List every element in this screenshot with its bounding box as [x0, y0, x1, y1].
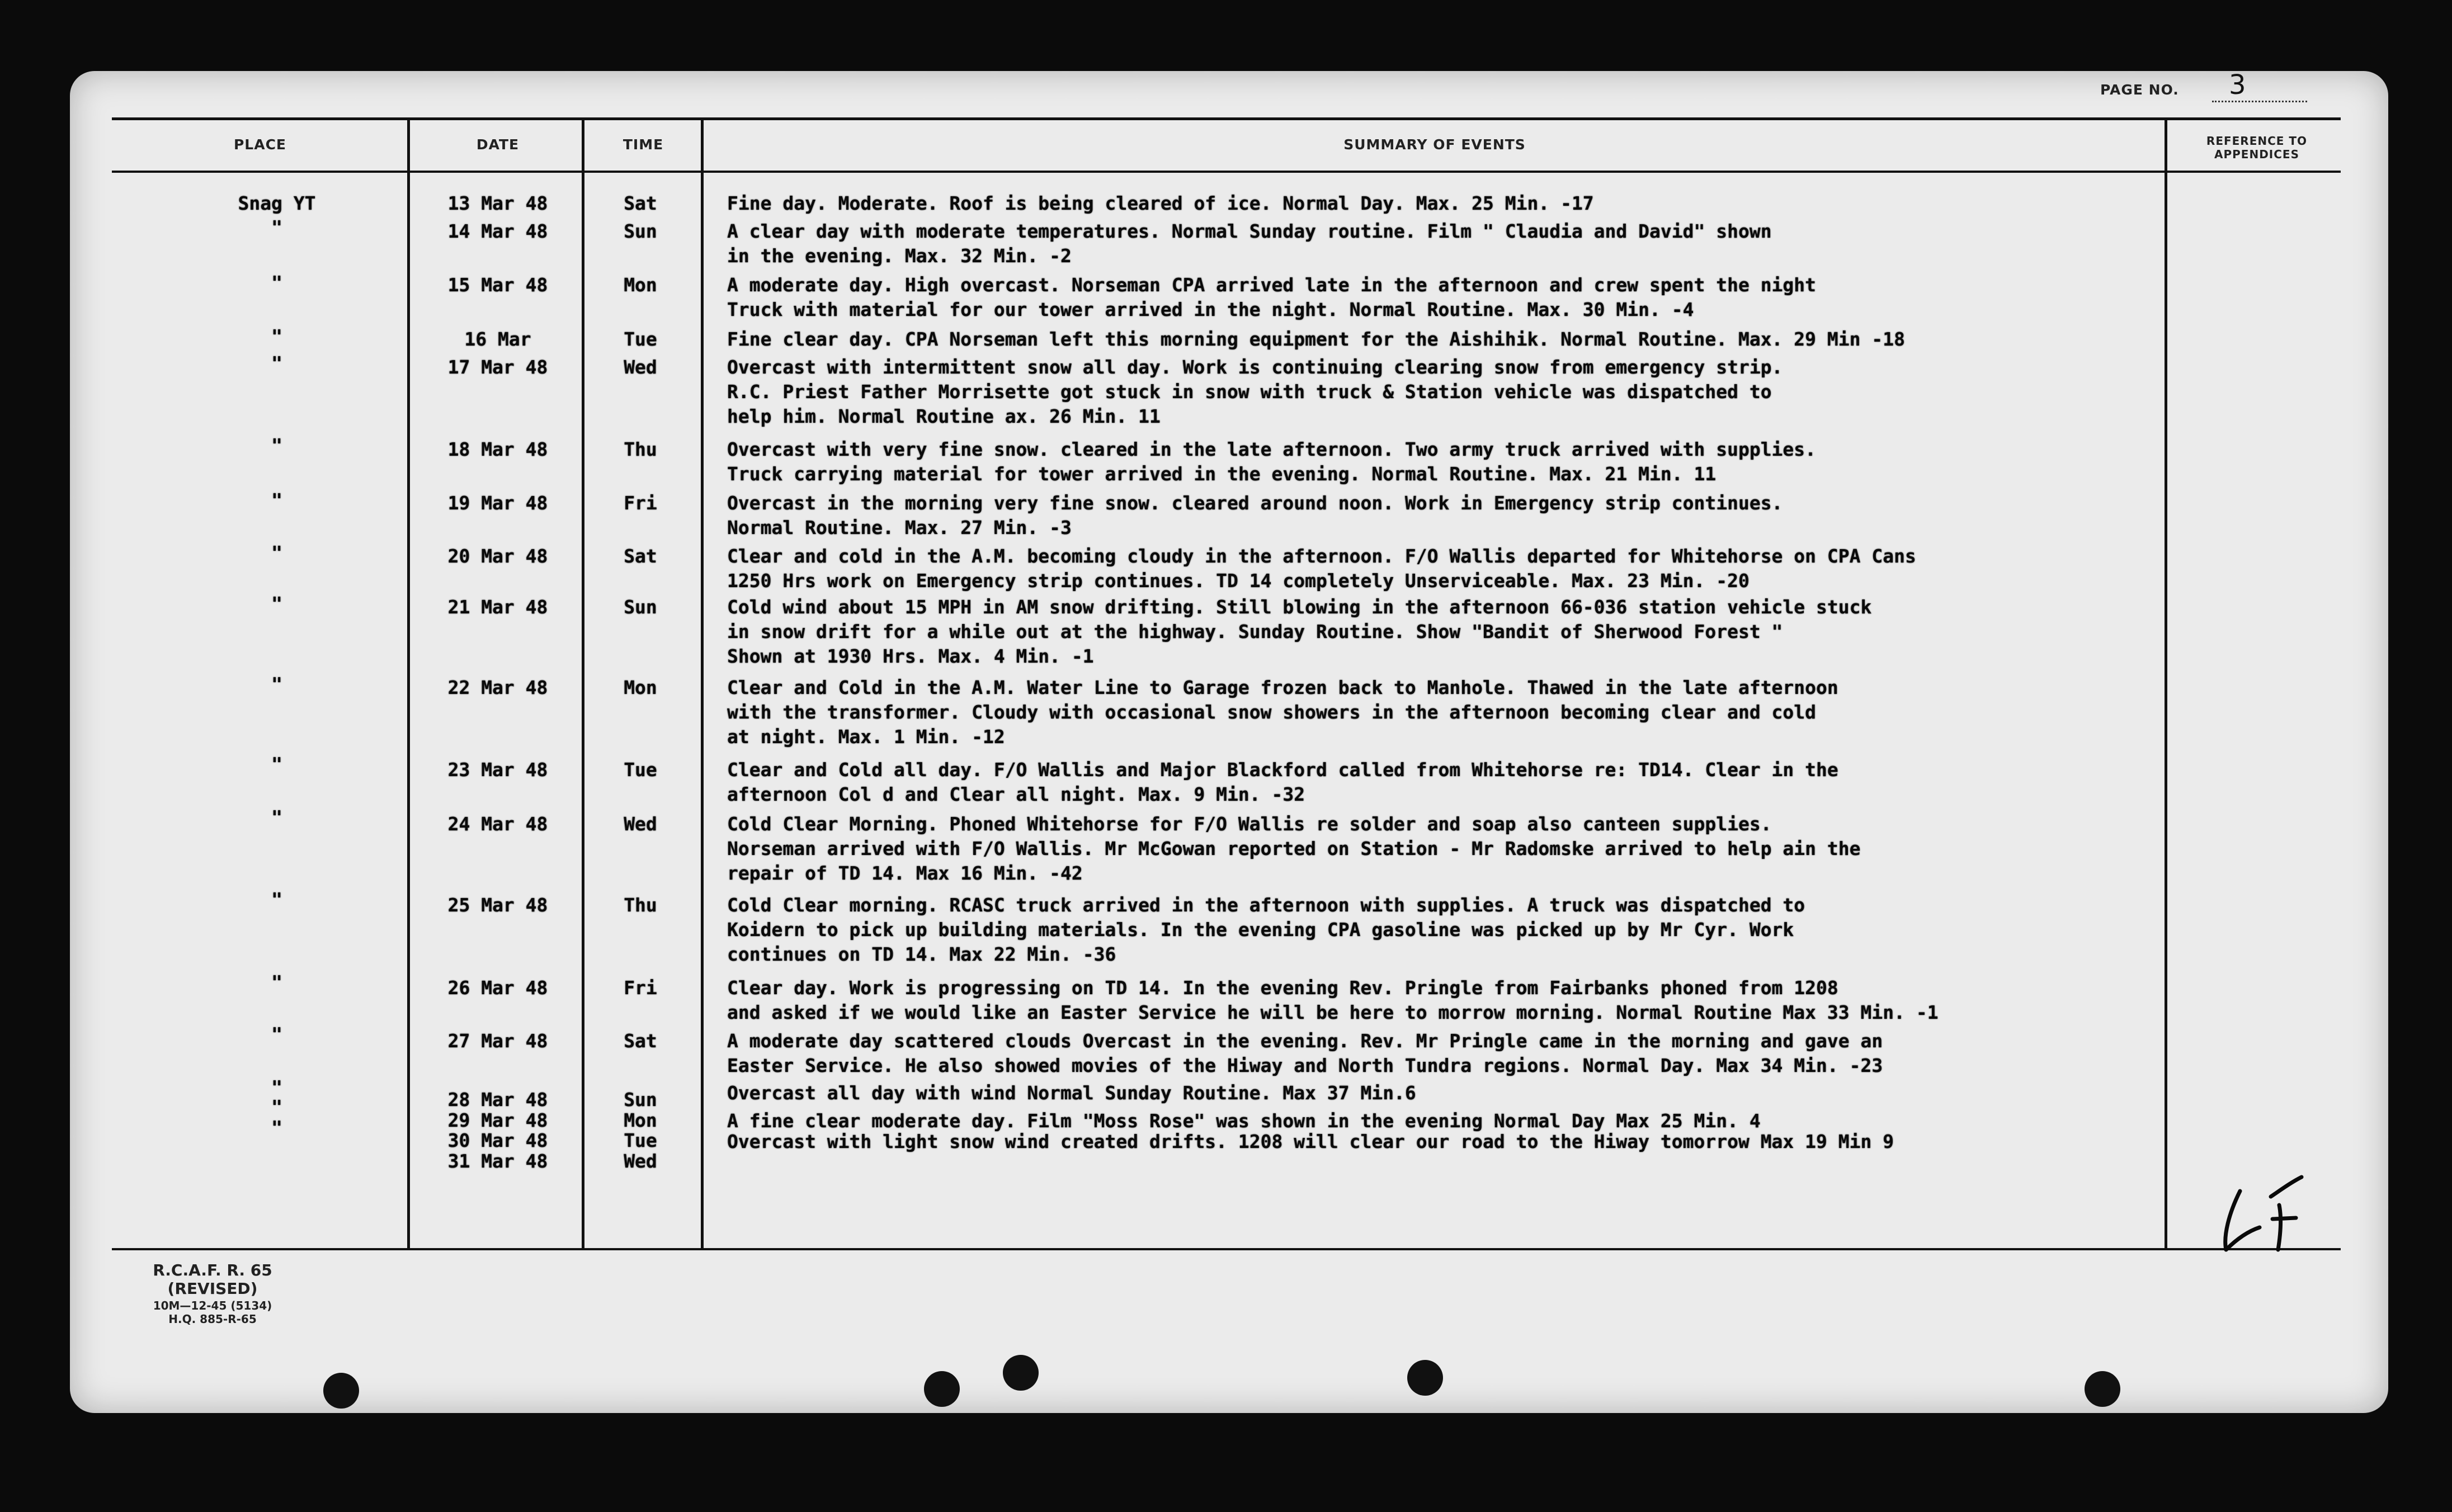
entry-place: " — [271, 352, 282, 374]
entry-day: Sat — [624, 192, 657, 214]
entry-place: " — [271, 1023, 282, 1045]
entry-day: Tue — [624, 328, 657, 350]
entry-place: " — [271, 489, 282, 511]
page-number: 3 — [2212, 69, 2307, 102]
column-divider-date — [582, 119, 584, 1250]
entry-summary: Clear and cold in the A.M. becoming cloudy in the afternoon. F/O Wallis departed for Whitehorse on CPA Cans 1250 Hrs work on Emergency strip continues. TD 14 completely Unserviceable. Max. 23 Min. -20 — [727, 545, 1916, 592]
entry-place: " — [271, 542, 282, 564]
entry-day: Wed — [624, 1150, 657, 1172]
entry-date: 31 Mar 48 — [447, 1150, 548, 1172]
entry-summary: Overcast with intermittent snow all day. Work is continuing clearing snow from emergency strip. R.C. Priest Father Morrisette got stuck in snow with truck & Station vehicle was dispatched to help him. Normal Routine ax. 26 Min. 11 — [727, 356, 1783, 427]
entry-summary: Overcast all day with wind Normal Sunday Routine. Max 37 Min.6 — [727, 1082, 1416, 1104]
entry-summary: Fine clear day. CPA Norseman left this morning equipment for the Aishihik. Normal Routine. Max. 29 Min -18 — [727, 328, 1905, 350]
entry-summary: Clear and Cold all day. F/O Wallis and Major Blackford called from Whitehorse re: TD14. Clear in the afternoon Col d and Clear all night. Max. 9 Min. -32 — [727, 759, 1838, 805]
entry-place: " — [271, 593, 282, 615]
entry-date: 29 Mar 48 — [447, 1109, 548, 1131]
header-date: DATE — [476, 136, 520, 153]
entry-date: 18 Mar 48 — [447, 438, 548, 460]
entry-day: Sat — [624, 1030, 657, 1052]
entry-place: " — [271, 1096, 282, 1118]
entry-summary: Cold wind about 15 MPH in AM snow drifting. Still blowing in the afternoon 66-036 station vehicle stuck in snow drift for a while out at the highway. Sunday Routine. Show "Bandit of Sherwood Forest " Shown at 1930 Hrs. Max. 4 Min. -1 — [727, 596, 1872, 667]
entry-summary: Clear and Cold in the A.M. Water Line to Garage frozen back to Manhole. Thawed in the late afternoon with the transformer. Cloudy with occasional snow showers in the afternoon becoming clear and cold at night. Max. 1 Min. -12 — [727, 677, 1838, 748]
form-print-code: 10M—12-45 (5134) — [153, 1299, 272, 1312]
entry-place: " — [271, 325, 282, 347]
entry-day: Mon — [624, 677, 657, 698]
header-reference-line1: REFERENCE TO — [2206, 134, 2308, 148]
form-number: R.C.A.F. R. 65 (REVISED) — [153, 1261, 272, 1298]
entry-day: Thu — [624, 438, 657, 460]
entry-date: 30 Mar 48 — [447, 1130, 548, 1151]
entry-day: Sun — [624, 1089, 657, 1111]
entry-place: Snag YT — [238, 192, 316, 214]
entry-day: Sun — [624, 220, 657, 242]
entry-date: 13 Mar 48 — [447, 192, 548, 214]
entry-place: " — [271, 673, 282, 695]
entry-day: Sat — [624, 545, 657, 567]
entry-place: " — [271, 889, 282, 910]
entry-date: 19 Mar 48 — [447, 492, 548, 514]
column-divider-time — [701, 119, 704, 1250]
entry-summary: Clear day. Work is progressing on TD 14. In the evening Rev. Pringle from Fairbanks phoned from 1208 and asked if we would like an Easter Service he will be here to morrow morning. Normal Routine Max 33 Min. -1 — [727, 977, 1939, 1023]
page-label: PAGE NO. — [2100, 82, 2179, 98]
header-reference-line2: APPENDICES — [2214, 148, 2299, 161]
entry-place: " — [271, 434, 282, 456]
entry-date: 17 Mar 48 — [447, 356, 548, 378]
entry-date: 23 Mar 48 — [447, 759, 548, 781]
entry-summary: Cold Clear Morning. Phoned Whitehorse for F/O Wallis re solder and soap also canteen supplies. Norseman arrived with F/O Wallis. Mr McGowan reported on Station - Mr Radomske arrived to help ain the repair of TD 14. Max 16 Min. -42 — [727, 813, 1861, 884]
entry-day: Tue — [624, 1130, 657, 1151]
entry-date: 22 Mar 48 — [447, 677, 548, 698]
entry-place: " — [271, 971, 282, 993]
entry-day: Fri — [624, 977, 657, 999]
entry-day: Tue — [624, 759, 657, 781]
header-top-rule — [112, 117, 2341, 120]
binder-hole — [924, 1371, 960, 1407]
entry-place: " — [271, 216, 282, 238]
entry-place: " — [271, 1076, 282, 1098]
binder-hole — [1407, 1360, 1443, 1396]
entry-summary: Overcast with light snow wind created drifts. 1208 will clear our road to the Hiway tomorrow Max 19 Min 9 — [727, 1131, 1894, 1152]
entry-date: 14 Mar 48 — [447, 220, 548, 242]
entry-date: 26 Mar 48 — [447, 977, 548, 999]
entry-summary: A clear day with moderate temperatures. Normal Sunday routine. Film " Claudia and David" shown in the evening. Max. 32 Min. -2 — [727, 220, 1772, 267]
binder-hole — [323, 1373, 359, 1409]
entry-day: Fri — [624, 492, 657, 514]
header-time: TIME — [623, 136, 664, 153]
entry-day: Wed — [624, 356, 657, 378]
entry-date: 21 Mar 48 — [447, 596, 548, 618]
entry-date: 20 Mar 48 — [447, 545, 548, 567]
header-place: PLACE — [233, 136, 287, 153]
entry-day: Wed — [624, 813, 657, 835]
header-summary: SUMMARY OF EVENTS — [1343, 136, 1526, 153]
entry-day: Sun — [624, 596, 657, 618]
entry-day: Thu — [624, 894, 657, 916]
binder-hole — [2085, 1371, 2120, 1407]
entry-summary: A fine clear moderate day. Film "Moss Rose" was shown in the evening Normal Day Max 25 Min. 4 — [727, 1110, 1761, 1132]
header-bottom-rule — [112, 171, 2341, 173]
entry-date: 15 Mar 48 — [447, 274, 548, 296]
entry-summary: A moderate day scattered clouds Overcast in the evening. Rev. Mr Pringle came in the morning and gave an Easter Service. He also showed movies of the Hiway and North Tundra regions. Normal Day. Max 34 Min. -23 — [727, 1030, 1883, 1076]
entry-date: 24 Mar 48 — [447, 813, 548, 835]
entry-summary: Overcast with very fine snow. cleared in the late afternoon. Two army truck arrived with supplies. Truck carrying material for tower arrived in the evening. Normal Routine. Max. 21 Min. 11 — [727, 438, 1817, 485]
entry-date: 28 Mar 48 — [447, 1089, 548, 1111]
entry-date: 16 Mar — [464, 328, 531, 350]
entry-summary: A moderate day. High overcast. Norseman CPA arrived late in the afternoon and crew spent the night Truck with material for our tower arrived in the night. Normal Routine. Max. 30 Min. -4 — [727, 274, 1817, 320]
entry-place: " — [271, 272, 282, 294]
form-hq-code: H.Q. 885-R-65 — [168, 1312, 257, 1326]
table-bottom-rule — [112, 1248, 2341, 1250]
entry-date: 25 Mar 48 — [447, 894, 548, 916]
column-divider-place — [407, 119, 410, 1250]
entry-place: " — [271, 1117, 282, 1138]
header-reference — [2173, 134, 2341, 161]
entry-date: 27 Mar 48 — [447, 1030, 548, 1052]
signature-mark — [2218, 1174, 2318, 1260]
entry-summary: Cold Clear morning. RCASC truck arrived in the afternoon with supplies. A truck was dispatched to Koidern to pick up building materials. In the evening CPA gasoline was picked up by Mr Cyr. Work continues on TD 14. Max 22 Min. -36 — [727, 894, 1805, 965]
entry-day: Mon — [624, 1109, 657, 1131]
entry-place: " — [271, 806, 282, 828]
entry-place: " — [271, 753, 282, 775]
entry-summary: Overcast in the morning very fine snow. cleared around noon. Work in Emergency strip continues. Normal Routine. Max. 27 Min. -3 — [727, 492, 1783, 538]
entry-summary: Fine day. Moderate. Roof is being cleared of ice. Normal Day. Max. 25 Min. -17 — [727, 192, 1594, 214]
binder-hole — [1003, 1355, 1039, 1391]
entry-day: Mon — [624, 274, 657, 296]
form-id — [106, 1261, 319, 1326]
